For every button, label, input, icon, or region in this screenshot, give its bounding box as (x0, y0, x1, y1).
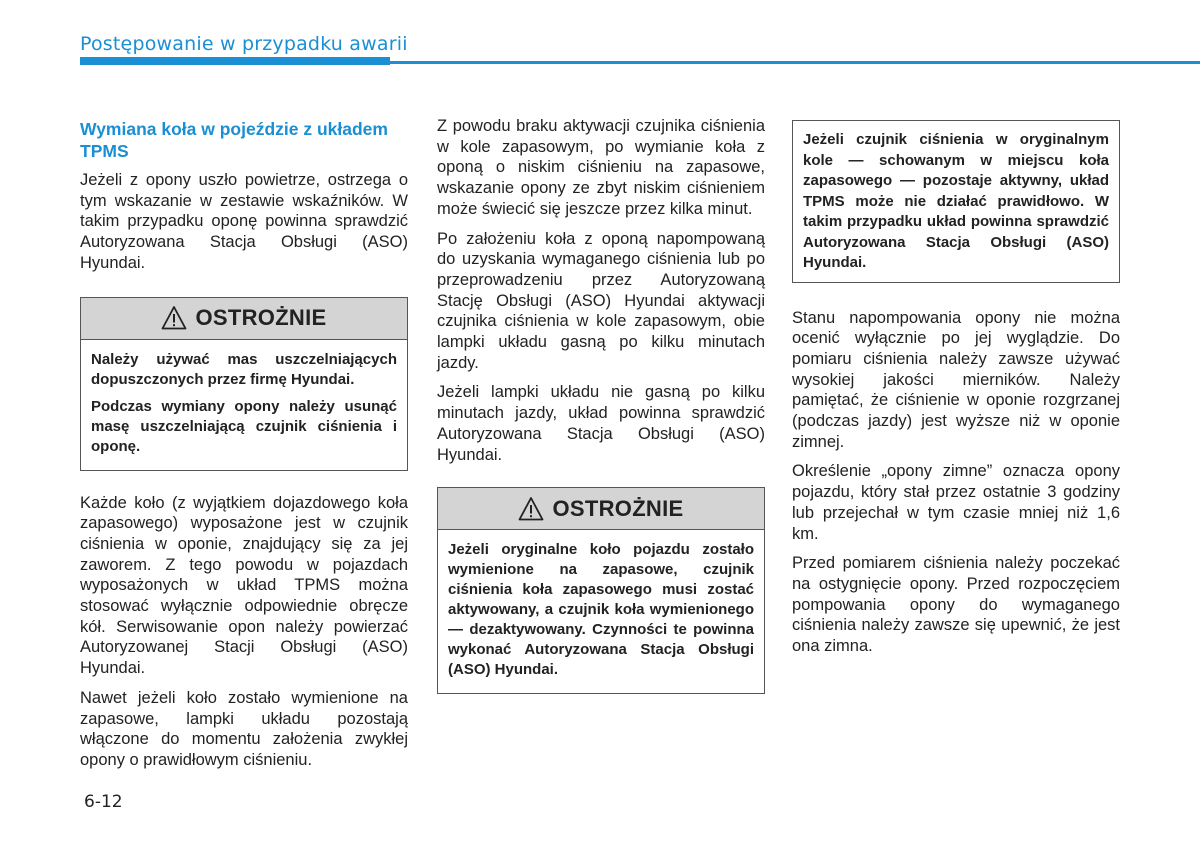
paragraph: Nawet jeżeli koło zostało wymienione na zapasowe, lampki układu pozostają włączone do momentu założenia zwykłej opony o prawidłowym ciśnieniu. (80, 688, 408, 769)
paragraph: Określenie „opony zimne” oznacza opony pojazdu, który stał przez ostatnie 3 godziny lub przejechał w tym czasie mniej niż 1,6 km. (792, 462, 1120, 543)
warning-icon (161, 305, 187, 331)
caution-box (437, 487, 765, 694)
paragraph: Każde koło (z wyjątkiem dojazdowego koła zapasowego) wyposażone jest w czujnik ciśnienia w oponie, znajdujący się za jej zaworem. Z tego powodu w pojazdach wyposażonych w układ TPMS można stosować wyłącznie odpowiednie obręcze kół. Serwisowanie opon należy powierzać Autoryzowanej Stacji Obsługi (ASO) Hyundai. (80, 493, 408, 678)
caution-box (80, 297, 408, 471)
paragraph: Po założeniu koła z oponą napompowaną do uzyskania wymaganego ciśnienia lub po przeprowadzeniu przez Autoryzowaną Stację Obsługi (ASO) Hyundai aktywacji czujnika ciśnienia w kole zapasowym, obie lampki układu gasną po kilku minutach jazdy. (437, 229, 765, 372)
warning-icon (518, 496, 544, 522)
paragraph: Jeżeli lampki układu nie gasną po kilku minutach jazdy, układ powinna sprawdzić Autoryzowana Stacja Obsługi (ASO) Hyundai. (437, 383, 765, 464)
note-text: Jeżeli czujnik ciśnienia w oryginalnym kole — schowanym w miejscu koła zapasowego — pozostaje aktywny, układ TPMS może nie działać prawidłowo. W takim przypadku układ powinna sprawdzić Autoryzowana Stacja Obsługi (ASO) Hyundai. (803, 131, 1109, 271)
paragraph: Przed pomiarem ciśnienia należy poczekać na ostygnięcie opony. Przed rozpoczęciem pompowania opony do wymaganego ciśnienia należy zawsze się upewnić, że jest ona zimna. (792, 554, 1120, 656)
caution-title: OSTROŻNIE (195, 305, 327, 331)
caution-body (438, 530, 764, 693)
header-rule-thin (390, 61, 1200, 64)
caution-text: Należy używać mas uszczelniających dopuszczonych przez firmę Hyundai. (91, 350, 397, 388)
section-title: Postępowanie w przypadku awarii (80, 33, 408, 55)
paragraph: Z powodu braku aktywacji czujnika ciśnienia w kole zapasowym, po wymianie koła z oponą o niskim ciśnieniu na zapasowe, wskazanie opony ze zbyt niskim ciśnieniem może świecić się jeszcze przez kilka minut. (437, 117, 765, 218)
paragraph: Jeżeli z opony uszło powietrze, ostrzega o tym wskazanie w zestawie wskaźników. W takim przypadku oponę powinna sprawdzić Autoryzowana Stacja Obsługi (ASO) Hyundai. (80, 171, 408, 272)
caution-title: OSTROŻNIE (552, 495, 684, 521)
column-right (792, 116, 1120, 666)
header-rule-thick (80, 57, 390, 65)
caution-header (438, 488, 764, 530)
caution-body (81, 340, 407, 470)
column-middle (437, 116, 765, 694)
page-number: 6-12 (84, 792, 123, 812)
paragraph: Stanu napompowania opony nie można ocenić wyłącznie po jej wyglądzie. Do pomiaru ciśnienia należy zawsze używać wysokiej jakości mierników. Należy pamiętać, że ciśnienie w oponie rozgrzanej (podczas jazdy) jest wyższe niż w oponie zimnej. (792, 308, 1120, 451)
caution-header (81, 298, 407, 340)
section-heading: Wymiana koła w pojeździe z układem TPMS (80, 119, 388, 161)
note-box (792, 120, 1120, 283)
column-left (80, 116, 408, 780)
caution-text: Podczas wymiany opony należy usunąć masę uszczelniającą czujnik ciśnienia i oponę. (91, 397, 397, 455)
caution-text: Jeżeli oryginalne koło pojazdu zostało wymienione na zapasowe, czujnik ciśnienia koła zapasowego musi zostać aktywowany, a czujnik koła wymienionego — dezaktywowany. Czynności te powinna wykonać Autoryzowana Stacja Obsługi (ASO) Hyundai. (448, 541, 754, 679)
